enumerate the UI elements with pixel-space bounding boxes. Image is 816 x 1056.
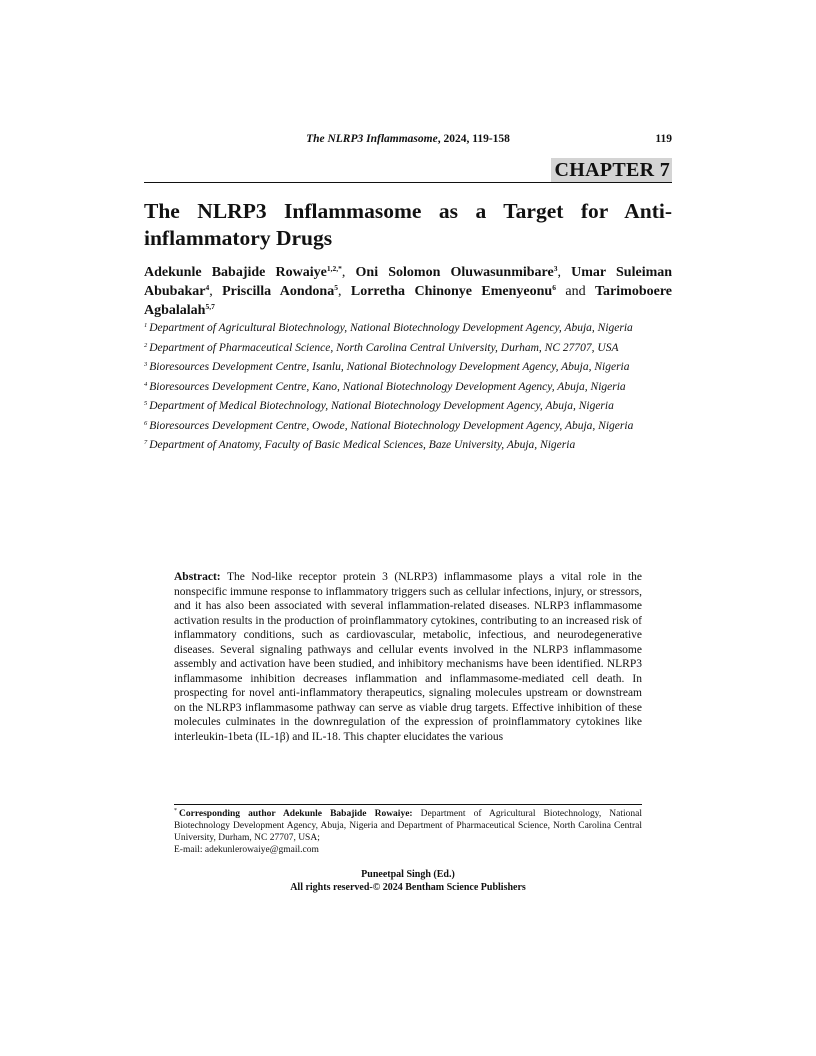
rights-line: All rights reserved-© 2024 Bentham Science Publishers: [290, 882, 526, 893]
affiliation: $^4$ Bioresources Development Centre, Kano, National Biotechnology Development Agency, Abuja, Nigeria: [144, 380, 626, 393]
abstract: [174, 570, 642, 744]
affiliation: $^6$ Bioresources Development Centre, Owode, National Biotechnology Development Agency, Abuja, Nigeria: [144, 419, 634, 432]
author: Adekunle Babajide Rowaiye$^{1,2,*}$,: [144, 264, 356, 280]
abstract-label: Abstract:: [174, 571, 221, 583]
running-head: [144, 133, 672, 149]
affiliation: $^1$ Department of Agricultural Biotechnology, National Biotechnology Development Agency, Abuja, Nigeria: [144, 322, 633, 334]
affiliation: $^5$ Department of Medical Biotechnology, National Biotechnology Development Agency, Abuja, Nigeria: [144, 400, 614, 412]
abstract-text: The Nod-like receptor protein 3 (NLRP3) inflammasome plays a vital role in the nonspecific immune response to inflammatory triggers such as cellular infections, injury, or stressors, and it has also been associated with several inflammation-related diseases. NLRP3 inflammasome activation results in the production of proinflammatory cytokines, contributing to an increased risk of inflammatory conditions, such as cardiovascular, metabolic, infectious, and neurodegenerative diseases. Several signaling pathways and cellular events involved in the NLRP3 inflammasome assembly and activation have been studied, and inhibitory mechanisms have been identified. NLRP3 inflammasome inhibition decreases inflammation and inflammasome-mediated cell death. In prospecting for novel anti-inflammatory therapeutics, signaling molecules upstream or downstream on the NLRP3 inflammasome pathway can serve as viable drug targets. Effective inhibition of these molecules culminates in the downregulation of the expression of proinflammatory cytokines like interleukin-1beta (IL-1β) and IL-18. This chapter elucidates the various: [174, 571, 643, 743]
publisher-block: [144, 868, 672, 894]
chapter-title: The NLRP3 Inflammasome as a Target for Anti-inflammatory Drugs: [144, 199, 672, 250]
book-details: , 2024, 119-158: [437, 133, 510, 145]
footnote-text: Department of Agricultural Biotechnology, National Biotechnology Development Agency, Abuja, Nigeria and Department of Pharmaceutical Science, North Carolina Central University, Durham, NC 27707, USA;: [174, 809, 643, 843]
page-number: 119: [655, 133, 672, 145]
footnote-label: Corresponding author Adekunle Babajide Rowaiye:: [179, 809, 413, 819]
author: Lorretha Chinonye Emenyeonu$^6$: [350, 283, 556, 299]
footnote-marker: *: [174, 808, 177, 814]
affiliation-list: [144, 321, 672, 458]
footnote-rule: [174, 804, 642, 805]
author: Priscilla Aondona$^5$,: [222, 283, 351, 299]
author-list: [144, 263, 672, 320]
footnote-email: E-mail: adekunlerowaiye@gmail.com: [174, 845, 319, 855]
affiliation: $^3$ Bioresources Development Centre, Isanlu, National Biotechnology Development Agency, Abuja, Nigeria: [144, 361, 630, 373]
author-conjunction: and: [565, 284, 595, 299]
author: Umar Suleiman Abubakar$^4$,: [144, 265, 673, 299]
author: Tarimoboere Agbalalah$^{5,7}$: [144, 284, 672, 318]
editor-line: Puneetpal Singh (Ed.): [361, 869, 455, 880]
book-title: The NLRP3 Inflammasome: [306, 133, 438, 145]
affiliation: $^2$ Department of Pharmaceutical Science, North Carolina Central University, Durham, NC 27707, USA: [144, 341, 619, 354]
corresponding-author-footnote: [174, 808, 642, 856]
author: Oni Solomon Oluwasunmibare$^3$,: [355, 264, 572, 280]
running-head-title: [144, 133, 672, 145]
chapter-label: CHAPTER 7: [551, 158, 672, 182]
affiliation: $^7$ Department of Anatomy, Faculty of Basic Medical Sciences, Baze University, Abuja, Nigeria: [144, 439, 576, 451]
chapter-rule: [144, 182, 672, 183]
